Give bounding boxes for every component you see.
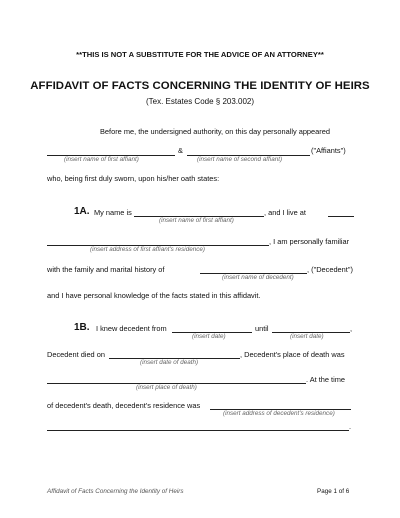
decedent-label: , ("Decedent") [307, 265, 353, 274]
hint-first-affiant: (insert name of first affiant) [64, 156, 139, 163]
knowledge-text: and I have personal knowledge of the facts stated in this affidavit. [47, 291, 261, 300]
footer-document-name: Affidavit of Facts Concerning the Identity of Heirs [47, 488, 184, 495]
residence-continuation-field[interactable] [47, 430, 349, 431]
hint-date-of-death: (insert date of death) [140, 359, 199, 366]
statute-citation: (Tex. Estates Code § 203.002) [145, 97, 255, 106]
my-name-is-text: My name is [94, 208, 132, 217]
at-the-time-text: . At the time [306, 375, 346, 384]
address-start-field[interactable] [328, 216, 354, 217]
affiants-label: ("Affiants") [311, 146, 346, 155]
end-period-text: . [349, 422, 352, 431]
knew-from-text: I knew decedent from [96, 324, 167, 333]
hint-affiant-name: (insert name of first affiant) [159, 217, 234, 224]
ampersand-text: & [178, 146, 183, 155]
footer-page-number: Page 1 of 6 [317, 488, 350, 495]
hint-second-affiant: (insert name of second affiant) [197, 156, 283, 163]
hint-place-of-death: (insert place of death) [136, 384, 197, 391]
hint-date-from: (insert date) [192, 333, 226, 340]
section-1a-number: 1A. [74, 206, 90, 217]
attorney-disclaimer: **THIS IS NOT A SUBSTITUTE FOR THE ADVICE OF AN ATTORNEY** [76, 50, 324, 59]
place-of-death-text: , Decedent's place of death was [240, 350, 345, 359]
hint-decedent-residence: (insert address of decedent's residence) [223, 410, 335, 417]
hint-date-until: (insert date) [290, 333, 324, 340]
section-1b-number: 1B. [74, 322, 90, 333]
live-at-text: , and I live at [264, 208, 306, 217]
document-title: AFFIDAVIT OF FACTS CONCERNING THE IDENTITY OF HEIRS [30, 80, 370, 92]
residence-was-text: of decedent's death, decedent's residence was [47, 401, 201, 410]
sworn-text: who, being first duly sworn, upon his/her oath states: [47, 174, 220, 183]
familiar-text: , I am personally familiar [269, 237, 350, 246]
hint-decedent-name: (insert name of decedent) [222, 274, 294, 281]
until-text: until [255, 324, 269, 333]
died-on-text: Decedent died on [47, 350, 105, 359]
hint-affiant-address: (insert address of first affiant's residence) [90, 246, 205, 253]
family-history-text: with the family and marital history of [47, 265, 165, 274]
intro-appeared-text: Before me, the undersigned authority, on this day personally appeared [100, 127, 330, 136]
comma-text: , [350, 324, 353, 333]
